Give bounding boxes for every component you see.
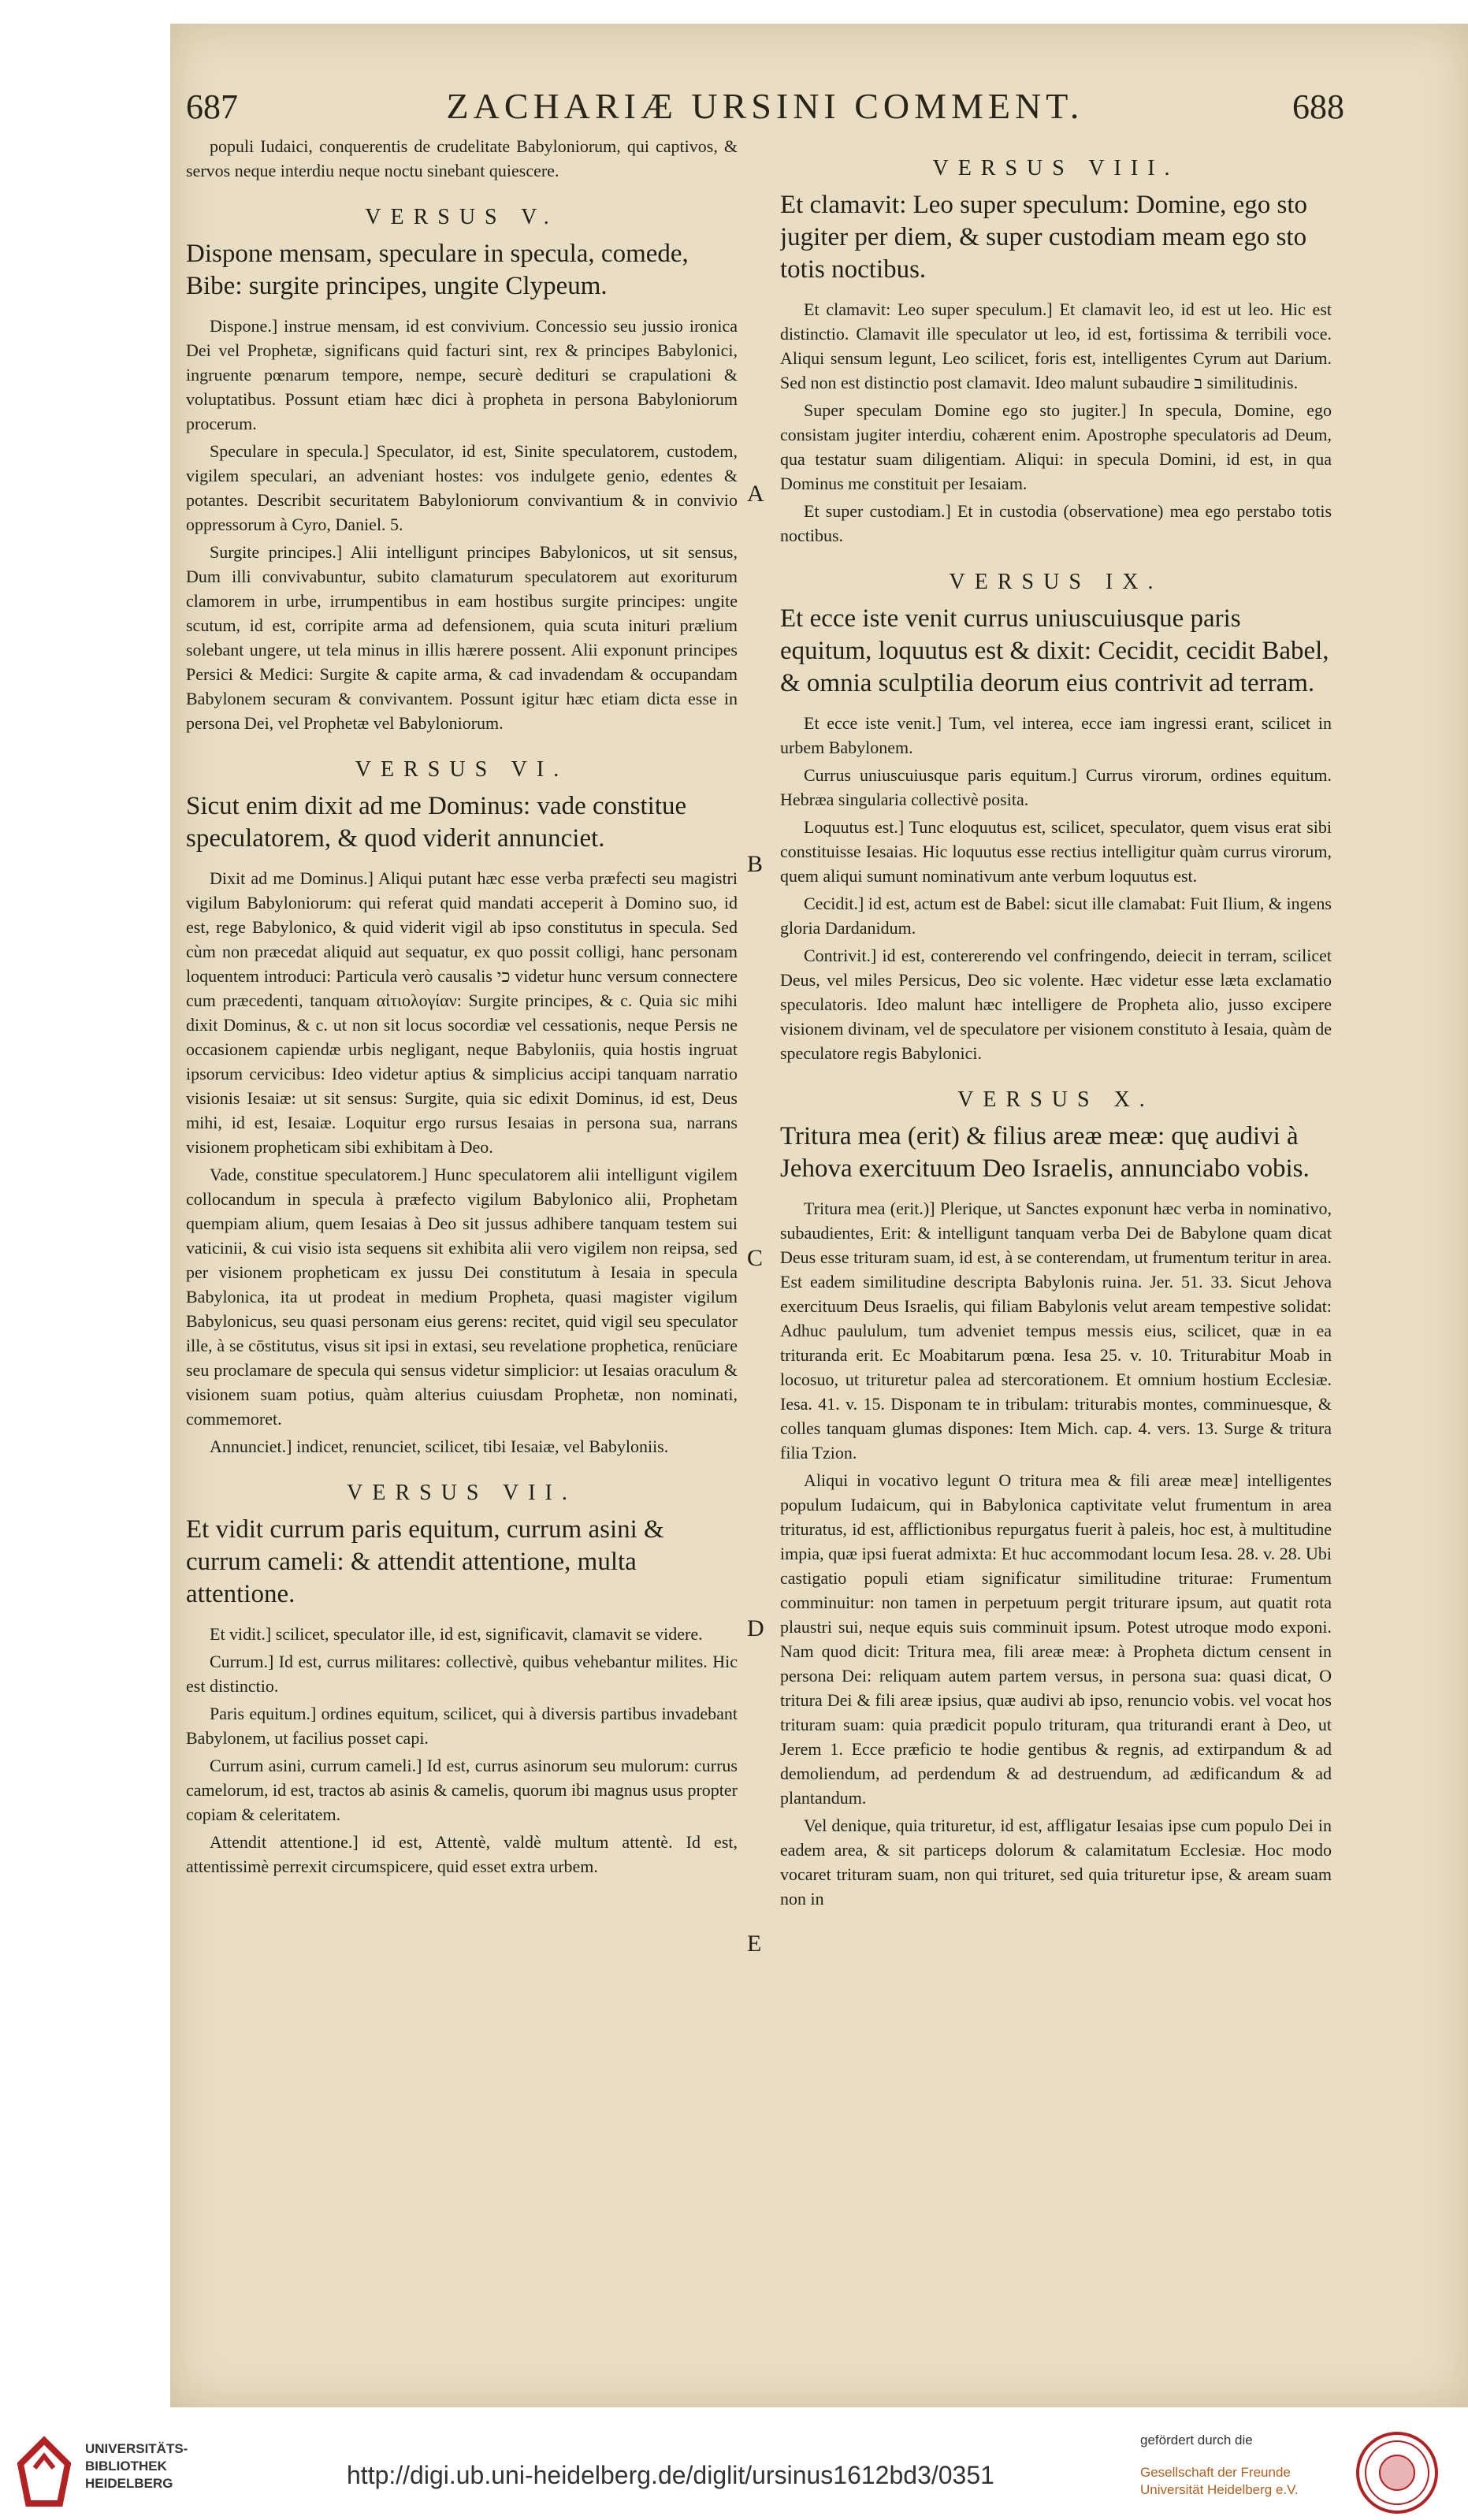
library-name-line1: UNIVERSITÄTS- bbox=[85, 2441, 188, 2456]
verse-text: Dispone mensam, speculare in specula, comede, Bibe: surgite principes, ungite Clypeum. bbox=[186, 240, 689, 300]
commentary-paragraph: Dispone.] instrue mensam, id est convivium. Concessio seu jussio ironica Dei vel Prophetæ, significans quid facturi sint, rex & principes Babylonici, ingruente pœnarum tempore, nempe, securè dedituri se crapulationi & voluptatibus. Possunt etiam hæc dici à propheta in persona Babyloniorum procerum. bbox=[186, 316, 738, 433]
commentary-paragraph: Cecidit.] id est, actum est de Babel: sicut ille clamabat: Fuit Ilium, & ingens gloria Dardanidum. bbox=[780, 894, 1332, 938]
page-number-right: 688 bbox=[1292, 87, 1344, 126]
verse-heading: VERSUS VIII. bbox=[932, 156, 1180, 180]
verse-heading: VERSUS VI. bbox=[355, 757, 569, 782]
library-name bbox=[85, 2440, 188, 2492]
commentary-paragraph: Paris equitum.] ordines equitum, scilicet, qui à diversis partibus invadebant Babylonem, ut facilius posset capi. bbox=[186, 1704, 738, 1748]
margin-letter: D bbox=[747, 1615, 764, 1641]
funding-note: gefördert durch die bbox=[1140, 2433, 1253, 2448]
margin-letter: E bbox=[747, 1931, 762, 1957]
page-header bbox=[186, 79, 1344, 142]
commentary-paragraph: Aliqui in vocativo legunt O tritura mea & fili areæ meæ] intelligentes populum Iudaicum, qui in Babylonica captivitate velut frumentum in area trituratus, id est, afflictionibus repurgatus fuerit à paleis, hoc est, à multitudine impia, quæ ipsi fuerat admixta: Et huc accommodant locum Iesa. 28. v. 28. Ubi castigatio populi etiam significatur similitudine triturae: Frumentum comminuitur: non tamen in perpetuum pergit triturare ipsum, aut quatit rota plaustri sui, neque equis suis comminuit ipsum. Potest utroque modo exponi. Nam quod dicit: Tritura mea, fili areæ meæ: à Propheta dictum censent in persona Dei: reliquam autem partem versus, in persona sua: quasi dicat, O tritura Dei & fili areæ ipsius, quæ audivi ab ipso, renuncio vobis. vel vocat hos trituram suam: quia prædicit populo trituram, qua triturandi erant à Deo, ut Jerem 1. Ecce præficio te hodie gentibus & regnis, ad extirpandum & ad demoliendum, ad perdendum & ad destruendum, ad ædificandum & ad plantandum. bbox=[780, 1470, 1332, 1808]
commentary-paragraph: Annunciet.] indicet, renunciet, scilicet, tibi Iesaiæ, vel Babyloniis. bbox=[210, 1437, 669, 1456]
margin-letter: B bbox=[747, 851, 764, 877]
verse-text: Tritura mea (erit) & filius areæ meæ: quę audivi à Jehova exercituum Deo Israelis, annunciabo vobis. bbox=[780, 1122, 1310, 1183]
commentary-paragraph: Dixit ad me Dominus.] Aliqui putant hæc esse verba præfecti seu magistri vigilum Babyloniorum: qui referat quid mandati acceperit à Domino suo, id est, rege Babylonico, & quid viderit vigil ab ipso constitutus in specula. Sed cùm non præcedat aliquid aut sequatur, ex quo possit colligi, hanc personam loquentem introduci: Particula verò causalis כי videtur hunc versum connectere cum præcedenti, tanquam αἰτιολογίαν: Surgite principes, & c. Quia sic mihi dixit Dominus, & c. ut non sit locus socordiæ vel cessationis, neque Persis ne occasionem capiendæ urbis negligant, neque Babyloniis, quia hostis ingruat ipsorum cervicibus: Ideo videtur aptius & simplicius accipi tanquam narratio visionis Iesaiæ: ut sit sensus: Surgite, quia sic edixit Dominus, id est, Deus mihi, id est, Iesaiæ. Loquitur ergo rursus Iesaias in persona sua, narrans visionem propheticam sibi exhibitam à Deo. bbox=[186, 868, 738, 1157]
margin-letter: C bbox=[747, 1245, 764, 1271]
commentary-paragraph: Et super custodiam.] Et in custodia (observatione) mea ego perstabo totis noctibus. bbox=[780, 501, 1332, 545]
commentary-paragraph: Currum asini, currum cameli.] Id est, currus asinorum seu mulorum: currus camelorum, id est, tractos ab asinis & camelis, quorum ibi magnus usus propter copiam & celeritatem. bbox=[186, 1756, 738, 1824]
commentary-paragraph: Super speculam Domine ego sto jugiter.] In specula, Domine, ego consistam jugiter interdiu, cohærent enim. Apostrophe speculatoris ad Deum, qua testatur suam diligentiam. Aliqui: in specula Domini, id est, in qua Dominus me constituit per Iesaiam. bbox=[780, 400, 1332, 493]
right-column bbox=[780, 134, 1332, 2395]
commentary-paragraph: Contrivit.] id est, contererendo vel confringendo, deiecit in terram, scilicet Deus, vel miles Persicus, Deo sic volente. Hæc videtur esse læta exclamatio speculatoris. Ideo malunt hæc intelligere de Propheta alio, jusso excipere visionem divinam, vel de speculatore per visionem constituto à Iesaia, quàm de speculatore regis Babylonici. bbox=[780, 946, 1332, 1063]
commentary-paragraph: populi Iudaici, conquerentis de crudelitate Babyloniorum, qui captivos, & servos neque interdiu neque noctu sinebant quiescere. bbox=[186, 136, 738, 180]
permalink-url[interactable]: http://digi.ub.uni-heidelberg.de/diglit/ursinus1612bd3/0351 bbox=[347, 2461, 994, 2489]
commentary-paragraph: Currus uniuscuiusque paris equitum.] Currus virorum, ordines equitum. Hebræa singularia collectivè posita. bbox=[780, 765, 1332, 809]
viewer-footer bbox=[0, 2415, 1468, 2520]
margin-letter: A bbox=[747, 481, 764, 507]
commentary-paragraph: Attendit attentione.] id est, Attentè, valdè multum attentè. Id est, attentissimè perrexit circumspicere, quid esset extra urbem. bbox=[186, 1832, 738, 1876]
verse-text: Et clamavit: Leo super speculum: Domine, ego sto jugiter per diem, & super custodiam meam ego sto totis noctibus. bbox=[780, 191, 1308, 284]
commentary-paragraph: Et ecce iste venit.] Tum, vel interea, ecce iam ingressi erant, scilicet in urbem Babylonem. bbox=[780, 713, 1332, 757]
running-title: ZACHARIÆ URSINI COMMENT. bbox=[446, 86, 1084, 126]
library-logo-icon bbox=[13, 2433, 76, 2511]
society-name-line2: Universität Heidelberg e.V. bbox=[1140, 2482, 1299, 2497]
library-name-line3: HEIDELBERG bbox=[85, 2476, 173, 2491]
society-name bbox=[1140, 2464, 1299, 2499]
commentary-paragraph: Currum.] Id est, currus militares: collectivè, quibus vehebantur milites. Hic est distinctio. bbox=[186, 1652, 738, 1696]
verse-text: Et vidit currum paris equitum, currum asini & currum cameli: & attendit attentione, multa attentione. bbox=[186, 1515, 664, 1608]
verse-heading: VERSUS X. bbox=[957, 1087, 1154, 1112]
commentary-paragraph: Et clamavit: Leo super speculum.] Et clamavit leo, id est ut leo. Hic est distinctio. Clamavit ille speculator ut leo, id est, fortissima & terribili voce. Aliqui sensum legunt, Leo scilicet, foris est, intelligentes Cyrum aut Darium. Sed non est distinctio post clamavit. Ideo malunt subaudire ב similitudinis. bbox=[780, 299, 1332, 392]
library-name-line2: BIBLIOTHEK bbox=[85, 2459, 167, 2474]
commentary-paragraph: Loquutus est.] Tunc eloquutus est, scilicet, speculator, quem visus erat sibi constituisse Iesaias. Hic loquutus esse rectius intelligitur quàm currus virorum, quem aliqui sumunt nominativum ante verbum loquutus est. bbox=[780, 817, 1332, 886]
verse-heading: VERSUS V. bbox=[365, 205, 559, 229]
commentary-paragraph: Vade, constitue speculatorem.] Hunc speculatorem alii intelligunt vigilem collocandum in specula à præfecto vigilum Babylonico alii, Prophetam quempiam alium, quem Iesaias à Deo sit jussus adhibere tanquam testem sui vaticinii, & cui visio ista sequens sit exhibita alii vero vigilem non reipsa, sed per visionem propheticam ex jussu Dei constitutum à Iesaia in specula Babylonica, ita ut prodeat in medium Propheta, quasi magister vigilum Babylonicus, seu quasi personam eius gerens: recitet, quid vigil seu speculator ille, à se cōstitutus, visus sit ipsi in extasi, seu revelatione prophetica, renūciare seu proclamare de specula qui sensus videtur simplicior: ut Iesaias oraculum & visionem suam potius, quàm alterius cuiusdam Prophetæ, non nominati, commemoret. bbox=[186, 1165, 738, 1429]
society-name-line1: Gesellschaft der Freunde bbox=[1140, 2465, 1291, 2480]
commentary-paragraph: Et vidit.] scilicet, speculator ille, id est, significavit, clamavit se videre. bbox=[210, 1624, 703, 1644]
university-seal-icon bbox=[1354, 2429, 1440, 2516]
margin-letters bbox=[747, 134, 779, 2395]
verse-heading: VERSUS IX. bbox=[949, 570, 1163, 594]
verse-heading: VERSUS VII. bbox=[347, 1481, 577, 1505]
commentary-paragraph: Surgite principes.] Alii intelligunt principes Babylonicos, ut sit sensus, Dum illi convivabuntur, subito clamaturum speculatorem aut exoriturum clamorem in urbe, irrumpentibus in eam hostibus surgite principes: ungite scutum, id est, corripite arma ad defensionem, quia scuta inituri prælium solebant ungere, ut tela minus in illis hærere possent. Alii exponunt principes Persici & Medici: Surgite & capite arma, & cad invadendam & occupandam Babylonem securam & convivantem. Possunt igitur hæc etiam dicta esse in persona Dei, vel Prophetæ vel Babyloniorum. bbox=[186, 542, 738, 733]
verse-text: Sicut enim dixit ad me Dominus: vade constitue speculatorem, & quod viderit annunciet. bbox=[186, 792, 687, 853]
page-number-left: 687 bbox=[186, 87, 238, 126]
left-column bbox=[186, 134, 738, 2395]
commentary-paragraph: Vel denique, quia trituretur, id est, affligatur Iesaias ipse cum populo Dei in eadem area, & sit particeps dolorum & calamitatum Ecclesiæ. Hoc modo vocaret trituram suam, non qui trituret, sed quia trituretur ipse, & aream suam non in bbox=[780, 1816, 1332, 1909]
verse-text: Et ecce iste venit currus uniuscuiusque paris equitum, loquutus est & dixit: Cecidit, cecidit Babel, & omnia sculptilia deorum eius contrivit ad terram. bbox=[780, 604, 1329, 697]
commentary-paragraph: Speculare in specula.] Speculator, id est, Sinite speculatorem, custodem, vigilem speculari, an adveniant hostes: vos indulgete genio, edentes & potantes. Describit securitatem Babyloniorum convivantium & in convivio oppressorum à Cyro, Daniel. 5. bbox=[186, 441, 738, 534]
commentary-paragraph: Tritura mea (erit.)] Plerique, ut Sanctes exponunt hæc verba in nominativo, subaudientes, Erit: & intelligunt tanquam verba Dei de Babylone quam dicat Deus esse trituram suam, id est, à se conterendam, ut frumentum teritur in area. Est eadem similitudine descripta Babylonis ruina. Jer. 51. 33. Sicut Jehova exercituum Deus Israelis, qui filiam Babylonis velut aream tempestive solidat: Adhuc paululum, tum adveniet tempus messis eius, scilicet, quæ in ea trituranda erit. Ec Moabitarum pœna. Iesa 25. v. 10. Triturabitur Moab in locosuo, ut trituretur palea ad stercorationem. Et omnium hostium Ecclesiæ. Iesa. 41. v. 15. Disponam te in tribulam: triturabis montes, comminuesque, & colles tanquam glumas dispones: Item Mich. cap. 4. vers. 13. Surge & tritura filia Tzion. bbox=[780, 1199, 1332, 1463]
